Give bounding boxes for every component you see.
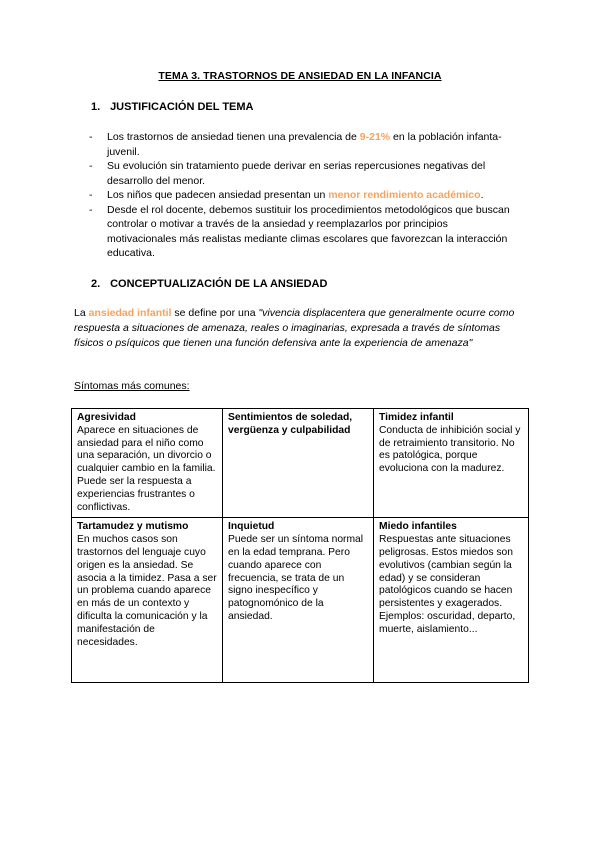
table-cell [72,518,223,683]
list-item: - Los trastornos de ansiedad tienen una prevalencia de 9-21% en la población infanta-juvenil. [89,131,502,158]
cell-text: Aparece en situaciones de ansiedad para el niño como una separación, un divorcio o cualquier cambio en la familia. Puede ser la respuesta a experiencias frustrantes o conflictivas. [77,424,216,513]
symptoms-label: Síntomas más comunes: [74,380,190,392]
table-cell [374,518,529,683]
section-title: JUSTIFICACIÓN DEL TEMA [110,101,254,113]
section-title: CONCEPTUALIZACIÓN DE LA ANSIEDAD [110,278,328,290]
cell-text: Respuestas ante situaciones peligrosas. Estos miedos son evolutivos (cambian según la edad) y se consideran patológicos cuando se hacen persistentes y exagerados. Ejemplos: oscuridad, departo, muerte, aislamiento... [379,534,516,635]
cell-title: Inquietud [228,521,275,533]
cell-title: Miedo infantiles [379,521,457,533]
section-number: 1. [91,101,101,113]
section-heading-justificacion [91,101,253,113]
definition-paragraph: La ansiedad infantil se define por una "vivencia displacentera que generalmente ocurre como respuesta a situaciones de amenaza, reales o imaginarias, expresada a través de síntomas físicos o psíquicos que tienen una función defensiva ante la experiencia de amenaza" [74,307,515,349]
highlight-text: menor rendimiento académico [328,189,481,201]
section-number: 2. [91,278,101,290]
justification-list [89,130,519,261]
table-cell [72,409,223,518]
document-title: TEMA 3. TRASTORNOS DE ANSIEDAD EN LA INFANCIA [158,70,442,82]
highlight-text: ansiedad infantil [88,307,172,319]
table-row [72,409,529,518]
table-cell [223,518,374,683]
bullet-dash: - [89,160,93,172]
table-cell [223,409,374,518]
cell-text: Puede ser un síntoma normal en la edad temprana. Pero cuando aparece con frecuencia, se trata de un signo inespecífico y patognomónico de la ansiedad. [228,534,364,622]
list-item: - Los niños que padecen ansiedad presentan un menor rendimiento académico. [89,189,484,201]
cell-title: Tartamudez y mutismo [77,521,189,533]
cell-text: En muchos casos son trastornos del lenguaje cuyo origen es la ansiedad. Se asocia a la timidez. Pasa a ser un problema cuando aparece en más de un contexto y dificulta la comunicación y la manifestación de necesidades. [77,534,217,648]
cell-text: Conducta de inhibición social y de retraimiento transitorio. No es patológica, porque evoluciona con la madurez. [379,424,521,475]
highlight-text: 9-21% [359,131,391,143]
bullet-dash: - [89,189,93,201]
list-item: - Su evolución sin tratamiento puede derivar en serias repercusiones negativas del desarrollo del menor. [89,160,486,187]
cell-title: Timidez infantil [379,412,454,423]
bullet-dash: - [89,131,93,143]
bullet-dash: - [89,203,93,216]
definition-quote: "vivencia displacentera que generalmente ocurre como respuesta a situaciones de amenaza, reales o imaginarias, expresada a través de síntomas físicos o psíquicos que tienen una función defensiva ante la experiencia de amenaza" [74,307,515,349]
table-cell [374,409,529,518]
section-heading-conceptualizacion [91,278,327,290]
table-row [72,518,529,683]
symptoms-table [71,408,529,683]
cell-title: Sentimientos de soledad, vergüenza y culpabilidad [228,412,353,436]
list-item: - Desde el rol docente, debemos sustituir los procedimientos metodológicos que buscan controlar o motivar a través de la ansiedad y reemplazarlos por principios motivacionales más realistas mediante climas escolares que favorezcan la interacción educativa. [89,203,510,259]
cell-title: Agresividad [77,412,136,423]
